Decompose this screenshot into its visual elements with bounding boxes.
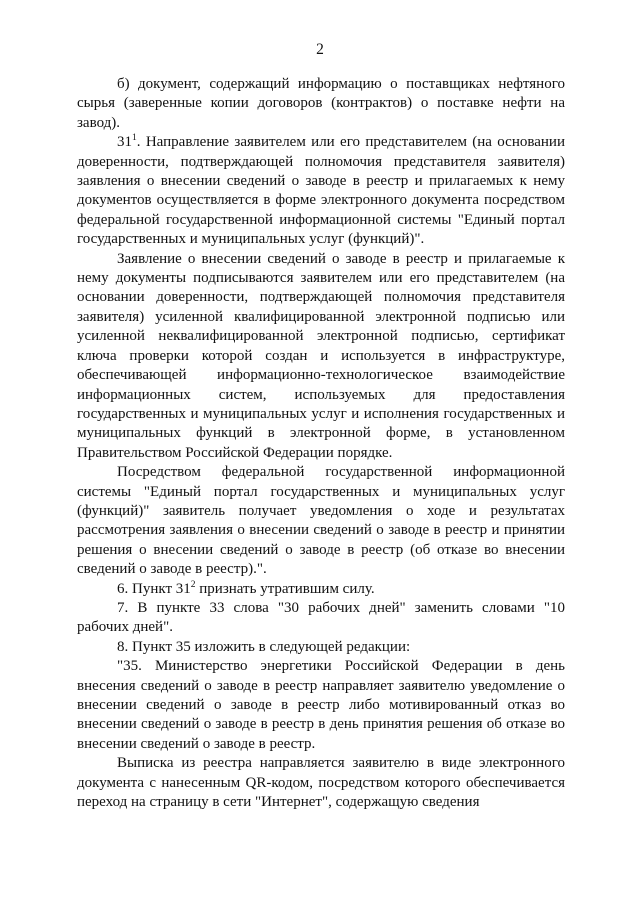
paragraph-item-6 (77, 580, 565, 599)
paragraph-text: Заявление о внесении сведений о заводе в реестр и прилагаемые к нему документы подписываются заявителем или его представителем (на основании доверенности, подтверждающей полномочия представителя заявителя) усиленной квалифицированной электронной подписью или усиленной неквалифицированной электронной подписью, сертификат ключа проверки которой создан и используется в инфраструктуре, обеспечивающей информационно-технологическое взаимодействие информационных систем, используемых для предоставления государственных и муниципальных услуг и исполнения государственных и муниципальных функций в электронной форме, в установленном Правительством Российской Федерации порядке. (77, 250, 565, 461)
item-number: 6. Пункт 31 (117, 580, 191, 597)
paragraph-text: признать утратившим силу. (195, 580, 375, 597)
document-body (77, 75, 565, 812)
paragraph-text: б) документ, содержащий информацию о поставщиках нефтяного сырья (заверенные копии договоров (контрактов) о поставке нефти на завод). (77, 76, 565, 131)
item-number: 31 (117, 134, 132, 151)
item-number-superscript: 1 (132, 133, 137, 144)
paragraph-text: 7. В пункте 33 слова "30 рабочих дней" заменить словами "10 рабочих дней". (77, 599, 565, 636)
paragraph-subitem-b (77, 75, 565, 133)
paragraph-signature-requirements (77, 250, 565, 463)
paragraph-text: Посредством федеральной государственной информационной системы "Единый портал государственных и муниципальных услуг (функций)" заявитель получает уведомления о ходе и результатах рассмотрения заявления о внесении сведений о заводе в реестр и принятии решения о внесении сведений о заводе в реестр (об отказе во внесении сведений о заводе в реестр).". (77, 464, 565, 578)
paragraph-item-8 (77, 638, 565, 657)
paragraph-item-7 (77, 599, 565, 638)
paragraph-item-35 (77, 657, 565, 754)
paragraph-text: . Направление заявителем или его представителем (на основании доверенности, подтверждающей полномочия представителя заявителя) заявления о внесении сведений о заводе в реестр и прилагаемых к нему документов осуществляется в форме электронного документа посредством федеральной государственной информационной системы "Единый портал государственных и муниципальных услуг (функций)". (77, 134, 565, 248)
paragraph-text: "35. Министерство энергетики Российской Федерации в день внесения сведений о заводе в реестр направляет заявителю уведомление о внесении сведений о заводе в реестр либо мотивированный отказ во внесении сведений о заводе в реестр в день принятия решения об отказе во внесении сведений о заводе в реестр. (77, 658, 565, 752)
page-number: 2 (316, 41, 324, 58)
paragraph-registry-extract (77, 754, 565, 812)
paragraph-text: 8. Пункт 35 изложить в следующей редакции: (117, 638, 411, 655)
paragraph-text: Выписка из реестра направляется заявителю в виде электронного документа с нанесенным QR-кодом, посредством которого обеспечивается переход на страницу в сети "Интернет", содержащую сведения (77, 755, 565, 811)
paragraph-item-31-1 (77, 133, 565, 249)
item-number-superscript: 2 (190, 579, 196, 590)
paragraph-notifications (77, 463, 565, 579)
